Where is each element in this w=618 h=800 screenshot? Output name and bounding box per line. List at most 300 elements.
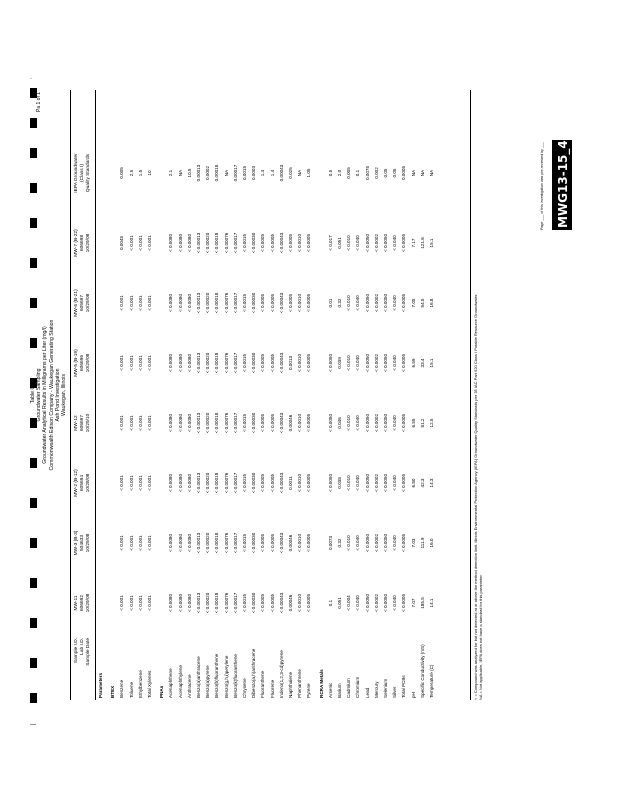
table-cell: < 0.00017 (232, 532, 238, 554)
table-cell: < 0.010 (346, 235, 352, 251)
table-cell: < 0.0010 (297, 234, 303, 253)
parameter-name: Mercury (373, 681, 379, 698)
table-cell: < 0.0005 (260, 474, 266, 493)
table-cell: < 0.00018 (214, 292, 220, 314)
table-cell: < 0.0050 (364, 234, 370, 253)
parameter-name: Dibenzo(a,h)anthracene (251, 648, 257, 698)
table-cell: < 0.017 (327, 235, 333, 251)
parameter-name: Cadmium (346, 678, 352, 698)
table-cell: < 0.010 (346, 295, 352, 311)
sample-date-label: Sample Date (86, 638, 91, 666)
table-cell: < 0.010 (346, 415, 352, 431)
table-row (383, 90, 390, 700)
parameter-name: Fluorene (269, 679, 275, 698)
table-cell: < 0.0005 (401, 594, 407, 613)
table-cell: < 0.0005 (269, 234, 275, 253)
table-cell: < 0.001 (128, 475, 134, 491)
title-line: Ash Pond Investigation (54, 368, 61, 422)
table-row (168, 90, 175, 700)
parameter-name: Anthracene (186, 674, 192, 698)
table-footnotes (470, 90, 483, 700)
parameter-name: Benzo(k)fluoranthene (232, 654, 238, 698)
table-cell: NA (419, 169, 425, 177)
table-cell: 1.4 (269, 169, 275, 177)
parameter-name: Specific Conductivity (mS) (419, 644, 425, 698)
table-cell: < 0.001 (128, 535, 134, 551)
table-cell: < 0.00076 (223, 592, 229, 614)
table-cell: 0.32 (337, 538, 342, 548)
table-cell: < 0.00018 (214, 532, 220, 554)
sample-date: 10/29/08 (86, 293, 91, 313)
table-cell: 0.025 (288, 167, 293, 179)
table-cell: < 0.0050 (327, 474, 333, 493)
sample-id: MW-12 (74, 415, 79, 431)
table-cell: < 0.00030 (251, 472, 257, 494)
sample-id: MW-6 (B-21) (74, 289, 79, 317)
table-cell: < 0.00013 (196, 532, 201, 554)
table-cell: 16.0 (429, 538, 434, 548)
table-header (70, 90, 96, 700)
sample-date: 10/29/08 (86, 593, 91, 613)
table-row (297, 90, 304, 700)
sample-date: 10/29/08 (86, 233, 91, 253)
parameter-name: Toluene (128, 681, 134, 698)
table-cell: < 0.00017 (232, 352, 238, 374)
table-cell: < 0.001 (128, 295, 134, 311)
table-cell: 1.5 (137, 169, 143, 177)
table-cell: < 0.0050 (383, 474, 388, 493)
table-cell: < 0.00013 (196, 352, 201, 374)
table-cell: < 0.001 (119, 295, 125, 311)
table-cell: NA (223, 169, 229, 177)
table-cell: 185.5 (419, 597, 425, 609)
parameter-name: Benzo(a)anthracene (196, 656, 201, 698)
table-cell: < 0.001 (137, 475, 143, 491)
sample-lab: 606698 (80, 235, 85, 252)
table-cell: < 0.0005 (260, 594, 266, 613)
table-cell: 0.00046 (288, 594, 293, 612)
title-line: Groundwater Sampling (36, 368, 43, 422)
table-row (119, 90, 126, 700)
sample-lab: 606692 (80, 595, 85, 612)
table-row (224, 90, 231, 700)
table-cell: < 0.0005 (306, 294, 312, 313)
table-cell: 6.59 (410, 358, 416, 368)
table-cell: 6.80 (410, 478, 416, 488)
table-cell: < 0.0080 (177, 294, 183, 313)
sample-column-header (74, 276, 92, 330)
table-row (337, 90, 344, 700)
table-cell: 0.005 (119, 167, 125, 179)
parameter-name: PNAs (159, 685, 165, 698)
parameter-name: Temperature (C) (429, 664, 434, 698)
table-cell: < 0.0005 (269, 414, 275, 433)
table-cell: < 0.001 (147, 535, 152, 551)
table-row (233, 90, 240, 700)
table-row (401, 90, 408, 700)
table-cell: < 0.0050 (383, 414, 388, 433)
parameter-name: Benzo(g,h,i)perylene (223, 655, 229, 698)
table-cell: < 0.00020 (205, 232, 211, 254)
table-cell: < 0.0015 (242, 294, 247, 313)
table-cell: 2.1 (168, 169, 174, 177)
table-cell: < 0.00020 (205, 592, 211, 614)
table-cell: < 0.0080 (186, 474, 192, 493)
table-cell: 0.05 (383, 168, 388, 178)
parameter-name: Chromium (355, 676, 361, 698)
sample-id: IEPA Groundwater (Class I) (74, 153, 85, 193)
table-cell: 0.5 (327, 169, 333, 177)
table-cell: < 0.0005 (306, 354, 312, 373)
table-cell: 0.00017 (232, 164, 238, 182)
table-cell: < 0.00043 (278, 292, 284, 314)
table-cell: 0.1 (355, 169, 361, 177)
table-cell: < 0.0080 (186, 534, 192, 553)
table-cell: < 0.0080 (177, 594, 183, 613)
table-cell: < 0.00043 (278, 472, 284, 494)
table-cell: 0.32 (337, 298, 342, 308)
table-cell: < 0.00020 (205, 412, 211, 434)
table-cell: < 0.0010 (297, 294, 303, 313)
table-cell: 42.3 (419, 478, 425, 488)
table-cell: < 0.001 (119, 415, 125, 431)
table-cell: < 0.00076 (223, 352, 229, 374)
sample-lab: 605694 (80, 475, 85, 492)
table-cell: 14.1 (429, 598, 434, 608)
table-row (138, 90, 145, 700)
table-cell: < 0.040 (392, 595, 398, 611)
table-cell: < 0.0080 (186, 414, 192, 433)
table-cell: < 0.00043 (278, 232, 284, 254)
table-cell: < 0.001 (147, 475, 152, 491)
table-cell: < 0.0005 (401, 534, 407, 553)
table-cell: < 0.0050 (327, 414, 333, 433)
table-cell: 0.00018 (214, 164, 220, 182)
table-cell: < 0.0080 (168, 534, 174, 553)
sample-column-header (74, 396, 92, 450)
table-cell: 0.038 (337, 477, 342, 489)
parameter-name: Acenaphthene (168, 668, 174, 698)
table-cell: 0.00046 (288, 414, 293, 432)
table-cell: < 0.001 (128, 415, 134, 431)
parameter-name: Indeno(1,2,3-cd)pyrene (278, 650, 284, 698)
table-row (196, 90, 203, 700)
table-cell: < 0.0002 (373, 294, 379, 313)
table-cell: < 0.00017 (232, 292, 238, 314)
scan-mark: · (30, 76, 32, 82)
table-cell: < 0.0005 (306, 534, 312, 553)
table-row (260, 90, 267, 700)
sample-date: 10/29/08 (86, 533, 91, 553)
table-cell: 1.4 (260, 169, 266, 177)
table-cell: < 0.0010 (297, 354, 303, 373)
table-cell: NA (297, 169, 303, 177)
table-row (129, 90, 136, 700)
table-cell: < 0.0005 (288, 234, 293, 253)
table-cell: < 0.0005 (260, 534, 266, 553)
table-cell: < 0.001 (128, 355, 134, 371)
table-cell: < 0.0005 (306, 474, 312, 493)
table-cell: 15.1 (429, 238, 434, 248)
table-row (365, 90, 372, 700)
table-cell: < 0.00043 (278, 352, 284, 374)
table-cell: < 0.0080 (168, 414, 174, 433)
table-cell: 0.005 (346, 167, 352, 179)
table-row (429, 90, 436, 700)
table-cell: 0.0002 (205, 165, 211, 181)
parameter-name: Benzo(b)fluoranthene (214, 653, 220, 698)
table-cell: 0.0045 (119, 235, 125, 251)
table-cell: < 0.0005 (306, 414, 312, 433)
table-cell: < 0.00013 (196, 292, 201, 314)
table-cell: < 0.0002 (373, 414, 379, 433)
parameter-name: Selenium (383, 678, 388, 698)
table-cell: 0.0011 (288, 476, 293, 490)
table-cell: < 0.040 (355, 475, 361, 491)
table-cell: 7.17 (410, 238, 416, 248)
table-cell: < 0.010 (346, 355, 352, 371)
parameter-name: Ethylbenzene (137, 670, 143, 698)
table-cell: 0.002 (373, 167, 379, 179)
table-cell: < 0.00030 (251, 532, 257, 554)
table-cell: 0.039 (337, 357, 342, 369)
table-cell: < 0.040 (355, 535, 361, 551)
table-cell: < 0.0005 (260, 414, 266, 433)
parameter-name: Parameters (98, 672, 103, 698)
table-cell: < 0.0005 (269, 294, 275, 313)
table-cell: < 0.0080 (168, 474, 174, 493)
table-cell: 7.07 (410, 598, 416, 608)
parameter-name: Barium (337, 683, 342, 698)
table-row (374, 90, 381, 700)
table-row (328, 90, 335, 700)
table-cell: < 0.0080 (186, 354, 192, 373)
sample-column-header (74, 516, 92, 570)
table-cell: 0.0013 (288, 355, 293, 371)
table-cell: < 0.0080 (177, 534, 183, 553)
sample-column-header (74, 146, 92, 200)
table-cell: < 0.00020 (205, 472, 211, 494)
scan-mark: — (30, 722, 36, 728)
parameter-name: RCRA Metals (318, 669, 324, 698)
table-row (270, 90, 277, 700)
footnote: NA = Not applicable, IEPA does not have a standard for this parameter. (478, 574, 484, 700)
table-cell: < 0.00018 (214, 592, 220, 614)
table-cell: < 0.0080 (168, 294, 174, 313)
table-cell: < 0.00020 (205, 292, 211, 314)
title-line: Waukegan, Illinois (61, 374, 68, 416)
side-note: Page ___ of this investigation was pre-reviewed by ___ (540, 142, 544, 230)
sample-id: MW-3 (B-3) (74, 530, 79, 556)
parameter-name: Fluoranthene (260, 670, 266, 698)
table-cell: < 0.00043 (278, 592, 284, 614)
table-cell: < 0.00013 (196, 472, 201, 494)
table-cell: < 0.0002 (373, 234, 379, 253)
table-row (251, 90, 258, 700)
table-cell: 33.4 (419, 358, 425, 368)
table-cell: < 0.040 (355, 235, 361, 251)
table-row (392, 90, 399, 700)
table-cell: 54.5 (419, 298, 425, 308)
table-cell: < 0.00030 (251, 292, 257, 314)
table-cell: < 0.001 (128, 235, 134, 251)
page-number: Pa 1 of 1 (36, 92, 42, 113)
table-cell: < 0.0010 (297, 474, 303, 493)
table-cell: < 0.00043 (278, 412, 284, 434)
lab-id-label: Lab I.D. (80, 638, 85, 655)
parameter-name: BTEX (110, 685, 116, 698)
table-cell: < 0.00018 (214, 352, 220, 374)
table-row (187, 90, 194, 700)
table-cell: < 0.00076 (223, 232, 229, 254)
table-row (147, 90, 154, 700)
table-cell: 111.9 (419, 537, 425, 549)
table-cell: < 0.00013 (196, 592, 201, 614)
table-cell: < 0.0080 (186, 234, 192, 253)
table-cell: < 0.0015 (242, 354, 247, 373)
sample-id: MW-5 (B-19) (74, 349, 79, 377)
sample-lab: Quality Standards (86, 153, 91, 193)
table-cell: 12.5 (429, 418, 434, 428)
sample-column-header (74, 576, 92, 630)
sample-date: 10/29/10 (86, 413, 91, 433)
table-cell: 0.046 (337, 417, 342, 429)
table-cell: < 0.00030 (251, 412, 257, 434)
table-cell: NA (410, 169, 416, 177)
table-cell: < 0.0050 (383, 354, 388, 373)
table-cell: < 0.0050 (364, 294, 370, 313)
table-cell: < 0.010 (346, 535, 352, 551)
table-cell: < 0.0005 (306, 594, 312, 613)
table-cell: < 0.0080 (186, 294, 192, 313)
parameter-name: Naphthalene (288, 671, 293, 698)
table-cell: < 0.00018 (214, 232, 220, 254)
table-cell: 0.051 (337, 237, 342, 249)
table-row (288, 90, 295, 700)
table-cell: < 0.00020 (205, 352, 211, 374)
table-cell: 15.1 (429, 358, 434, 368)
table-cell: < 0.0010 (297, 534, 303, 553)
table-cell: < 0.0080 (177, 414, 183, 433)
table-cell: < 0.001 (119, 355, 125, 371)
table-row (346, 90, 353, 700)
sample-id: MW-11 (74, 595, 79, 611)
sample-id-label: Sample I.D. (74, 638, 79, 664)
sample-id: MW-7 (B-22) (74, 229, 79, 257)
table-cell: < 0.040 (355, 295, 361, 311)
parameter-name: Benzo(a)pyrene (205, 665, 211, 698)
footnote: < = Compound was analyzed for but not detected at or above the method detection limit. Illinois Environmental Protection Agency (IEPA) Groundwater Quality Standards per 35 IAC Part 620 Class I Potable Resource Groundwater. (473, 293, 478, 700)
parameter-name: Arsenic (327, 682, 333, 698)
table-cell: < 0.0050 (364, 474, 370, 493)
table-cell: 0.00046 (288, 534, 293, 552)
table-cell: < 0.0005 (269, 534, 275, 553)
table-cell: < 0.0050 (327, 354, 333, 373)
table-cell: < 0.0010 (297, 594, 303, 613)
table-cell: < 0.0080 (168, 234, 174, 253)
table-cell: < 0.001 (147, 415, 152, 431)
table-cell: 14.3 (429, 478, 434, 488)
table-cell: < 0.0005 (401, 414, 407, 433)
table-cell: 0.1 (327, 599, 333, 607)
table-cell: < 0.0050 (383, 294, 388, 313)
rotated-table-page (30, 90, 500, 700)
table-cell: < 0.0080 (168, 594, 174, 613)
table-cell: < 0.0015 (242, 474, 247, 493)
table-cell: < 0.00030 (251, 592, 257, 614)
table-cell: < 0.0080 (177, 234, 183, 253)
table-cell: < 0.0050 (383, 234, 388, 253)
table-cell: < 0.00013 (196, 232, 201, 254)
parameter-name: Pyrene (306, 683, 312, 698)
sample-lab: 605697 (80, 295, 85, 312)
table-cell: < 0.00076 (223, 472, 229, 494)
table-row (242, 90, 249, 700)
table-cell: < 0.040 (392, 355, 398, 371)
table-row (178, 90, 185, 700)
table-cell: < 0.0005 (401, 294, 407, 313)
table-cell: < 0.040 (392, 535, 398, 551)
table-cell: < 0.0080 (168, 354, 174, 373)
table-cell: < 0.0005 (306, 234, 312, 253)
title-line: Commonwealth Edison Company - Waukegan Generating Station (48, 319, 55, 471)
table-cell: < 0.00018 (214, 472, 220, 494)
table-cell: < 0.0005 (401, 234, 407, 253)
header-labels (74, 638, 92, 698)
table-cell: < 0.0015 (242, 234, 247, 253)
table-cell: < 0.001 (147, 595, 152, 611)
table-cell: 6.55 (410, 418, 416, 428)
table-cell: < 0.00017 (232, 232, 238, 254)
sample-column-header (74, 216, 92, 270)
table-cell: < 0.001 (128, 595, 134, 611)
table-cell: < 0.00076 (223, 412, 229, 434)
table-cell: < 0.00013 (196, 412, 201, 434)
table-cell: < 0.001 (137, 415, 143, 431)
table-cell: < 0.00020 (205, 532, 211, 554)
table-cell: 2.0 (337, 169, 342, 177)
table-title-block (30, 90, 67, 700)
table-cell: < 0.001 (137, 295, 143, 311)
table-cell: NA (177, 169, 183, 177)
parameter-name: Benzene (119, 679, 125, 698)
table-cell: < 0.00018 (214, 412, 220, 434)
section-header-row (159, 90, 166, 700)
table-cell: < 0.001 (137, 355, 143, 371)
table-row (355, 90, 362, 700)
table-cell: < 0.0050 (383, 534, 388, 553)
table-cell: < 0.00030 (251, 232, 257, 254)
table-cell: < 0.0015 (242, 594, 247, 613)
table-cell: 10 (147, 170, 152, 176)
table-cell: < 0.00017 (232, 412, 238, 434)
parameter-name: Total PCBs (401, 675, 407, 698)
table-cell: < 0.001 (137, 235, 143, 251)
table-cell: < 0.001 (147, 235, 152, 251)
table-row (411, 90, 418, 700)
table-cell: < 0.0080 (177, 354, 183, 373)
table-row (205, 90, 212, 700)
table-cell: 0.0003 (251, 165, 257, 181)
table-cell: 7.03 (410, 538, 416, 548)
parameter-name: Total Xylenes (147, 670, 152, 698)
table-cell: < 0.0005 (401, 474, 407, 493)
table-cell: < 0.00017 (232, 592, 238, 614)
table-cell: < 0.0050 (364, 534, 370, 553)
table-cell: < 0.0002 (373, 594, 379, 613)
table-cell: < 0.001 (137, 595, 143, 611)
table-cell: < 0.0080 (177, 474, 183, 493)
